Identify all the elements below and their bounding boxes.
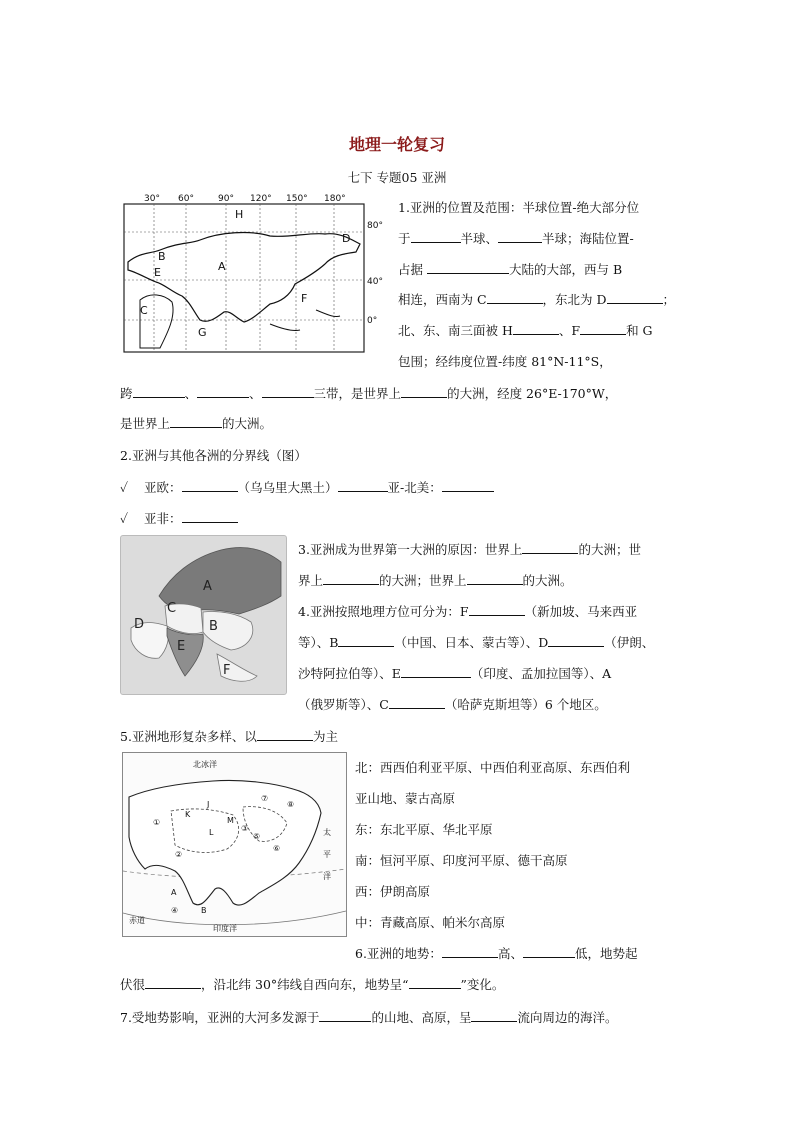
- check-icon: ✓: [120, 480, 129, 495]
- q2-blank-asia-na[interactable]: [442, 478, 494, 492]
- q4-blank-d[interactable]: [548, 633, 604, 647]
- svg-text:④: ④: [171, 906, 179, 915]
- q1-blank-hemisphere-1[interactable]: [411, 229, 461, 243]
- q2-heading: 2.亚洲与其他各洲的分界线（图）: [120, 448, 307, 463]
- svg-text:120°: 120°: [250, 194, 272, 204]
- q1-line-8: 是世界上 的大洲。: [120, 416, 273, 431]
- q1-line-6: 包围；经纬度位置-纬度 81°N-11°S，: [398, 354, 612, 369]
- q3-blank-3[interactable]: [467, 571, 523, 585]
- svg-text:A: A: [203, 579, 212, 594]
- q1-blank-zone-2[interactable]: [197, 384, 249, 398]
- svg-text:H: H: [235, 208, 244, 221]
- q6-blank-high[interactable]: [442, 944, 498, 958]
- svg-text:②: ②: [175, 850, 183, 859]
- svg-text:赤道: 赤道: [129, 916, 145, 925]
- q6-blank-change[interactable]: [409, 975, 461, 989]
- svg-text:B: B: [158, 250, 166, 263]
- q3-blank-1[interactable]: [522, 540, 578, 554]
- asia-grid-map: [120, 192, 383, 354]
- q6-line-1: 6.亚洲的地势： 高、 低，地势起: [355, 946, 638, 961]
- q5-heading: 5.亚洲地形复杂多样、以 为主: [120, 729, 338, 744]
- svg-text:G: G: [198, 326, 207, 339]
- svg-text:J: J: [207, 800, 210, 809]
- svg-text:⑥: ⑥: [273, 844, 281, 853]
- q2-blank-asia-africa[interactable]: [182, 509, 238, 523]
- svg-text:北冰洋: 北冰洋: [193, 760, 217, 769]
- map1-lat-labels: [367, 221, 383, 326]
- asia-regions-map: [120, 535, 287, 695]
- q6-line-2: 伏很 ，沿北纬 30°纬线自西向东，地势呈“ ”变化。: [120, 977, 505, 992]
- q1-blank-c[interactable]: [487, 290, 543, 304]
- q4-line-1: 4.亚洲按照地理方位可分为：F （新加坡、马来西亚: [298, 604, 638, 619]
- q5-center: 中：青藏高原、帕米尔高原: [355, 915, 506, 930]
- q1-line-2: 于 半球、 半球；海陆位置-: [398, 231, 634, 246]
- q4-blank-b[interactable]: [338, 633, 394, 647]
- q7-blank-flow[interactable]: [471, 1008, 517, 1022]
- q1-blank-f[interactable]: [580, 321, 626, 335]
- svg-text:平: 平: [323, 850, 331, 859]
- q5-south: 南：恒河平原、印度河平原、德干高原: [355, 853, 568, 868]
- svg-text:C: C: [140, 304, 148, 317]
- svg-text:80°: 80°: [367, 221, 383, 231]
- q4-blank-f[interactable]: [469, 602, 525, 616]
- q4-line-2: 等）、B （中国、日本、蒙古等）、D （伊朗、: [298, 635, 655, 650]
- q2-bullet-2: ✓ 亚非：: [120, 509, 238, 529]
- q5-east: 东：东北平原、华北平原: [355, 822, 493, 837]
- q1-line-7: 跨 、 、 三带，是世界上 的大洲，经度 26°E-170°W，: [120, 386, 618, 401]
- q3-blank-2[interactable]: [323, 571, 379, 585]
- q4-blank-e[interactable]: [401, 664, 471, 678]
- q7-line: 7.受地势影响，亚洲的大河多发源于 的山地、高原，呈 流向周边的海洋。: [120, 1010, 618, 1025]
- svg-text:洋: 洋: [323, 872, 331, 881]
- page-subtitle: 七下 专题05 亚洲: [347, 170, 447, 185]
- svg-text:K: K: [185, 810, 191, 819]
- q1-line-1: 1.亚洲的位置及范围：半球位置-绝大部分位: [398, 200, 640, 215]
- svg-text:③: ③: [241, 824, 249, 833]
- svg-text:E: E: [177, 639, 186, 654]
- q1-blank-zone-1[interactable]: [133, 384, 185, 398]
- q1-blank-d[interactable]: [607, 290, 663, 304]
- q4-line-3: 沙特阿拉伯等）、E （印度、孟加拉国等）、A: [298, 666, 612, 681]
- svg-text:印度洋: 印度洋: [213, 924, 237, 933]
- svg-text:B: B: [209, 619, 218, 634]
- check-icon: ✓: [120, 511, 129, 526]
- q5-blank-terrain[interactable]: [257, 727, 313, 741]
- q1-blank-lat-span[interactable]: [401, 384, 447, 398]
- svg-text:E: E: [154, 266, 161, 279]
- q5-west: 西：伊朗高原: [355, 884, 431, 899]
- svg-text:90°: 90°: [218, 194, 234, 204]
- q4-line-4: （俄罗斯等）、C （哈萨克斯坦等）6 个地区。: [298, 697, 607, 712]
- q5-north-2: 亚山地、蒙古高原: [355, 791, 456, 806]
- svg-text:B: B: [201, 906, 207, 915]
- q1-line-4: 相连，西南为 C ，东北为 D ；: [398, 292, 676, 307]
- q6-blank-low[interactable]: [523, 944, 575, 958]
- q2-blank-eurasia-1[interactable]: [182, 478, 238, 492]
- svg-text:D: D: [342, 232, 351, 245]
- q1-line-5: 北、东、南三面被 H 、F 和 G: [398, 323, 653, 338]
- svg-text:180°: 180°: [324, 194, 346, 204]
- svg-text:40°: 40°: [367, 277, 383, 287]
- q2-bullet-1: ✓ 亚欧： （乌乌里大黑土） 亚-北美：: [120, 478, 494, 498]
- q1-blank-continent[interactable]: [427, 260, 509, 274]
- svg-text:C: C: [167, 601, 177, 616]
- svg-text:⑤: ⑤: [253, 832, 261, 841]
- q1-blank-lon-span[interactable]: [170, 414, 222, 428]
- q1-blank-h[interactable]: [513, 321, 559, 335]
- map1-lon-labels: [144, 194, 346, 204]
- q1-blank-hemisphere-2[interactable]: [498, 229, 542, 243]
- svg-text:①: ①: [153, 818, 161, 827]
- q3-line-2: 界上 的大洲；世界上 的大洲。: [298, 573, 573, 588]
- page-title: 地理一轮复习: [348, 135, 445, 154]
- svg-text:A: A: [218, 260, 226, 273]
- q1-blank-zone-3[interactable]: [262, 384, 314, 398]
- q7-blank-source[interactable]: [319, 1008, 371, 1022]
- svg-text:150°: 150°: [286, 194, 308, 204]
- q3-line-1: 3.亚洲成为世界第一大洲的原因：世界上 的大洲；世: [298, 542, 641, 557]
- svg-text:A: A: [171, 888, 177, 897]
- q1-line-3: 占据 大陆的大部，西与 B: [398, 262, 623, 277]
- svg-text:⑦: ⑦: [261, 794, 269, 803]
- q4-blank-c[interactable]: [389, 695, 445, 709]
- svg-text:F: F: [301, 292, 308, 305]
- svg-text:L: L: [209, 828, 214, 837]
- svg-text:60°: 60°: [178, 194, 194, 204]
- svg-text:0°: 0°: [367, 316, 378, 326]
- svg-text:太: 太: [323, 828, 331, 837]
- svg-text:M: M: [227, 816, 234, 825]
- asia-terrain-map: [122, 752, 347, 937]
- q2-blank-eurasia-2[interactable]: [338, 478, 388, 492]
- q6-blank-relief[interactable]: [145, 975, 201, 989]
- svg-text:F: F: [223, 663, 231, 678]
- q5-north-1: 北：西西伯利亚平原、中西伯利亚高原、东西伯利: [355, 760, 631, 775]
- svg-text:D: D: [134, 617, 145, 632]
- svg-text:⑧: ⑧: [287, 800, 295, 809]
- svg-text:30°: 30°: [144, 194, 160, 204]
